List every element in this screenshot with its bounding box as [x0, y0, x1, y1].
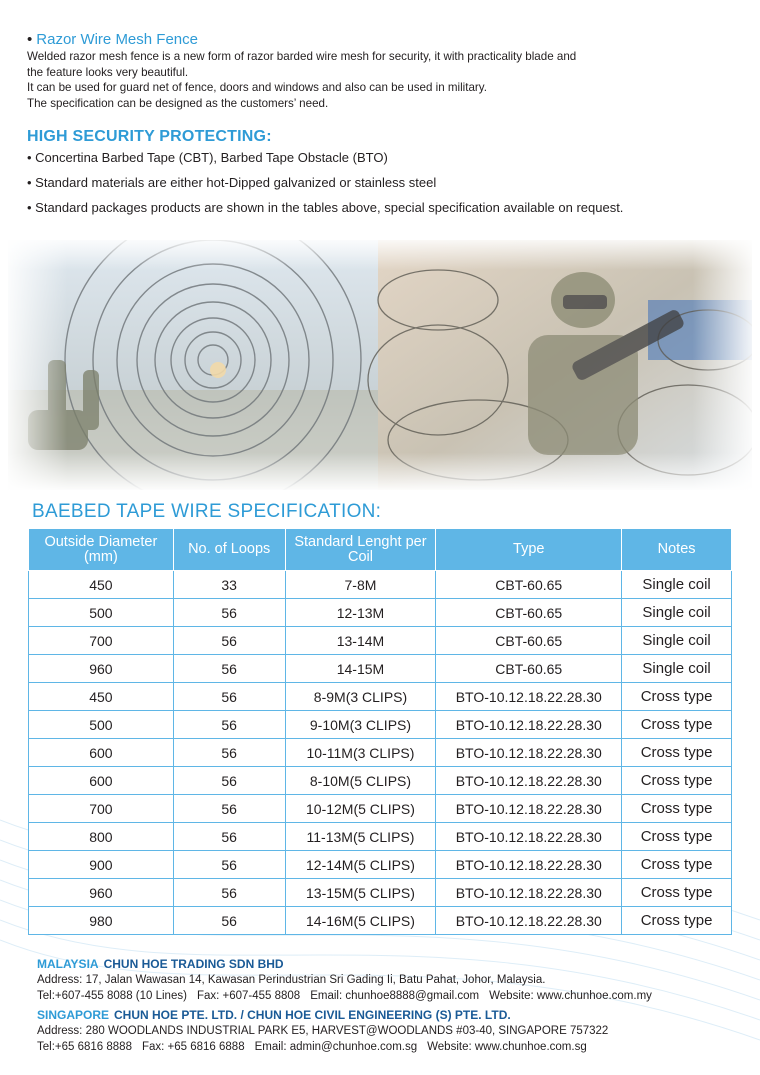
- table-row: [29, 739, 732, 767]
- malaysia-website[interactable]: Website: www.chunhoe.com.my: [489, 990, 652, 1002]
- cell-notes: Single coil: [622, 571, 732, 599]
- table-row: [29, 851, 732, 879]
- cell-notes: Cross type: [622, 795, 732, 823]
- singapore-contact: [37, 1039, 737, 1055]
- table-row: [29, 571, 732, 599]
- singapore-company: CHUN HOE PTE. LTD. / CHUN HOE CIVIL ENGINEERING (S) PTE. LTD.: [114, 1008, 511, 1022]
- header-type: Type: [436, 529, 622, 571]
- cell-type: BTO-10.12.18.22.28.30: [436, 823, 622, 851]
- cell-loops: 56: [173, 627, 285, 655]
- cell-type: BTO-10.12.18.22.28.30: [436, 851, 622, 879]
- table-row: [29, 711, 732, 739]
- cell-diameter: 700: [29, 795, 174, 823]
- security-title: HIGH SECURITY PROTECTING:: [27, 128, 272, 145]
- cell-length: 13-15M(5 CLIPS): [285, 879, 436, 907]
- cell-length: 8-9M(3 CLIPS): [285, 683, 436, 711]
- cell-diameter: 980: [29, 907, 174, 935]
- cell-notes: Single coil: [622, 627, 732, 655]
- cell-diameter: 600: [29, 767, 174, 795]
- cell-length: 12-14M(5 CLIPS): [285, 851, 436, 879]
- cell-type: BTO-10.12.18.22.28.30: [436, 795, 622, 823]
- singapore-address: Address: 280 WOODLANDS INDUSTRIAL PARK E5, HARVEST@WOODLANDS #03-40, SINGAPORE 757322: [37, 1025, 609, 1037]
- cell-diameter: 960: [29, 655, 174, 683]
- malaysia-address: Address: 17, Jalan Wawasan 14, Kawasan Perindustrian Sri Gading Ii, Batu Pahat, Johor, Malaysia.: [37, 974, 546, 986]
- spec-title: BAEBED TAPE WIRE SPECIFICATION:: [32, 501, 382, 522]
- cell-diameter: 600: [29, 739, 174, 767]
- cell-loops: 56: [173, 823, 285, 851]
- table-row: [29, 655, 732, 683]
- cell-length: 11-13M(5 CLIPS): [285, 823, 436, 851]
- cell-diameter: 450: [29, 683, 174, 711]
- malaysia-fax: Fax: +607-455 8808: [196, 990, 301, 1002]
- product-heading: [27, 31, 737, 49]
- cell-diameter: 500: [29, 599, 174, 627]
- cell-loops: 56: [173, 599, 285, 627]
- cell-loops: 56: [173, 711, 285, 739]
- malaysia-company: CHUN HOE TRADING SDN BHD: [103, 957, 284, 971]
- table-row: [29, 599, 732, 627]
- header-length: Standard Lenght per Coil: [285, 529, 436, 571]
- security-bullet-item: • Standard packages products are shown in the tables above, special specification available on request.: [27, 200, 624, 215]
- footer-singapore: [37, 1008, 737, 1055]
- header-notes: Notes: [622, 529, 732, 571]
- cell-loops: 56: [173, 655, 285, 683]
- cell-length: 9-10M(3 CLIPS): [285, 711, 436, 739]
- cell-loops: 33: [173, 571, 285, 599]
- intro-line: It can be used for guard net of fence, doors and windows and also can be used in military.: [27, 81, 487, 94]
- malaysia-email[interactable]: Email: chunhoe8888@gmail.com: [310, 990, 480, 1002]
- header-loops: No. of Loops: [173, 529, 285, 571]
- cell-loops: 56: [173, 795, 285, 823]
- cell-length: 14-15M: [285, 655, 436, 683]
- cell-loops: 56: [173, 739, 285, 767]
- security-bullet-item: • Concertina Barbed Tape (CBT), Barbed Tape Obstacle (BTO): [27, 150, 388, 165]
- table-row: [29, 823, 732, 851]
- cell-notes: Cross type: [622, 851, 732, 879]
- cell-notes: Cross type: [622, 739, 732, 767]
- intro-line: The specification can be designed as the customers’ need.: [27, 96, 329, 110]
- cell-type: BTO-10.12.18.22.28.30: [436, 683, 622, 711]
- table-row: [29, 767, 732, 795]
- cell-loops: 56: [173, 907, 285, 935]
- cell-length: 13-14M: [285, 627, 436, 655]
- cell-type: BTO-10.12.18.22.28.30: [436, 739, 622, 767]
- security-bullet-item: • Standard materials are either hot-Dipped galvanized or stainless steel: [27, 175, 437, 190]
- table-row: [29, 907, 732, 935]
- product-title: Razor Wire Mesh Fence: [36, 31, 198, 48]
- singapore-country: SINGAPORE: [37, 1008, 110, 1022]
- malaysia-tel: Tel:+607-455 8088 (10 Lines): [37, 990, 187, 1002]
- singapore-heading: [37, 1008, 737, 1023]
- cell-loops: 56: [173, 851, 285, 879]
- table-row: [29, 627, 732, 655]
- cell-diameter: 700: [29, 627, 174, 655]
- cell-notes: Cross type: [622, 711, 732, 739]
- cell-diameter: 800: [29, 823, 174, 851]
- singapore-email[interactable]: Email: admin@chunhoe.com.sg: [254, 1041, 418, 1053]
- spec-header-row: [29, 529, 732, 571]
- heading-bullet: •: [27, 31, 33, 48]
- cell-type: CBT-60.65: [436, 571, 622, 599]
- cell-notes: Cross type: [622, 879, 732, 907]
- singapore-fax: Fax: +65 6816 6888: [141, 1041, 245, 1053]
- cell-diameter: 900: [29, 851, 174, 879]
- table-row: [29, 683, 732, 711]
- singapore-tel: Tel:+65 6816 8888: [37, 1041, 132, 1053]
- cell-length: 8-10M(5 CLIPS): [285, 767, 436, 795]
- cell-loops: 56: [173, 879, 285, 907]
- footer-malaysia: [37, 957, 737, 1004]
- cell-notes: Cross type: [622, 683, 732, 711]
- cell-diameter: 960: [29, 879, 174, 907]
- malaysia-country: MALAYSIA: [37, 957, 99, 971]
- intro-line: Welded razor mesh fence is a new form of razor barded wire mesh for security, it with practicality blade and: [27, 50, 577, 63]
- cell-notes: Cross type: [622, 767, 732, 795]
- cell-type: BTO-10.12.18.22.28.30: [436, 879, 622, 907]
- cell-type: BTO-10.12.18.22.28.30: [436, 711, 622, 739]
- cell-diameter: 450: [29, 571, 174, 599]
- cell-length: 12-13M: [285, 599, 436, 627]
- cell-length: 10-12M(5 CLIPS): [285, 795, 436, 823]
- cell-type: CBT-60.65: [436, 655, 622, 683]
- intro-section: [27, 31, 737, 111]
- security-bullets: [27, 150, 717, 225]
- cell-type: CBT-60.65: [436, 599, 622, 627]
- cell-length: 14-16M(5 CLIPS): [285, 907, 436, 935]
- table-row: [29, 795, 732, 823]
- header-outside-diameter: Outside Diameter (mm): [29, 529, 174, 571]
- malaysia-contact: [37, 988, 737, 1004]
- cell-notes: Cross type: [622, 907, 732, 935]
- cell-length: 7-8M: [285, 571, 436, 599]
- razor-wire-photo: [8, 240, 752, 490]
- cell-loops: 56: [173, 683, 285, 711]
- spec-table: [28, 528, 732, 935]
- cell-notes: Single coil: [622, 655, 732, 683]
- malaysia-heading: [37, 957, 737, 972]
- cell-diameter: 500: [29, 711, 174, 739]
- intro-line: the feature looks very beautiful.: [27, 65, 189, 79]
- cell-notes: Single coil: [622, 599, 732, 627]
- singapore-website[interactable]: Website: www.chunhoe.com.sg: [427, 1041, 587, 1053]
- cell-type: CBT-60.65: [436, 627, 622, 655]
- table-row: [29, 879, 732, 907]
- cell-type: BTO-10.12.18.22.28.30: [436, 907, 622, 935]
- cell-type: BTO-10.12.18.22.28.30: [436, 767, 622, 795]
- cell-loops: 56: [173, 767, 285, 795]
- cell-length: 10-11M(3 CLIPS): [285, 739, 436, 767]
- cell-notes: Cross type: [622, 823, 732, 851]
